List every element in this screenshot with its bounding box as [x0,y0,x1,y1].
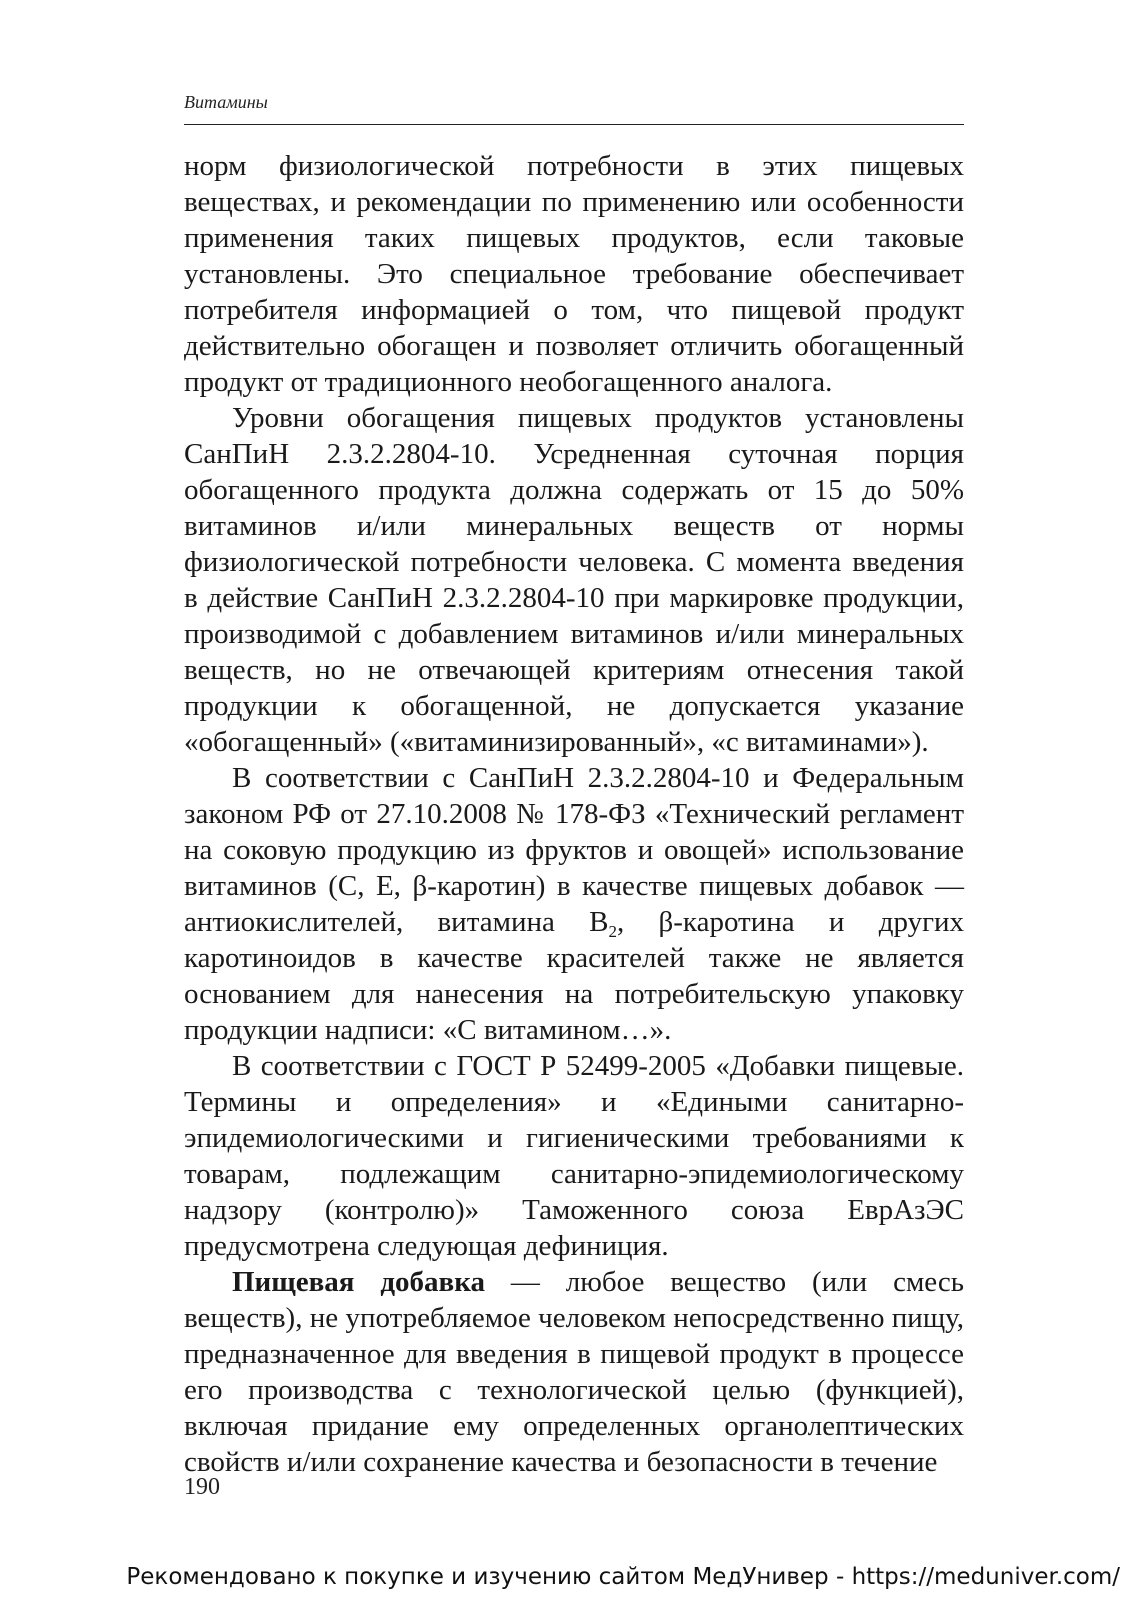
vitamin-subscript: 2 [608,922,617,941]
paragraph-2: Уровни обогащения пищевых продуктов установлены СанПиН 2.3.2.2804-10. Усредненная суточная порция обогащенного продукта должна содержать от 15 до 50% витаминов и/или минеральных веществ от нормы физиологической потребности человека. С момента введения в действие СанПиН 2.3.2.2804-10 при маркировке продукции, производимой с добавлением витаминов и/или минеральных веществ, но не отвечающей критериям отнесения такой продукции к обогащенной, не допускается указание «обогащенный» («витаминизированный», «с витаминами»). [184,402,964,758]
paragraph-5 [184,1264,964,1480]
paragraph-3-text-b: , β-каротина и других каротиноидов в качестве красителей также не является основанием для нанесения на потребительскую упаковку продукции надписи: «С витамином…». [184,906,964,1046]
definition-term: Пищевая добавка [232,1266,485,1298]
page-number: 190 [184,1474,220,1500]
definition-text: — любое вещество (или смесь веществ), не употребляемое человеком непосредственно пищу, предназначенное для введения в пищевой продукт в процессе его производства с технологической целью (функцией), включая придание ему определенных органолептических свойств и/или сохранение качества и безопасности в течение [184,1266,964,1478]
header-rule [184,124,964,125]
paragraph-3 [184,760,964,1048]
page-body [184,148,964,1480]
paragraph-3-text-a: В соответствии с СанПиН 2.3.2.2804-10 и Федеральным законом РФ от 27.10.2008 № 178-ФЗ «Технический регламент на соковую продукцию из фруктов и овощей» использование витаминов (С, Е, β-каротин) в качестве пищевых добавок — антиокислителей, витамина В [184,762,964,938]
paragraph-4: В соответствии с ГОСТ Р 52499-2005 «Добавки пищевые. Термины и определения» и «Едиными санитарно-эпидемиологическими и гигиеническими требованиями к товарам, подлежащим санитарно-эпидемиологическому надзору (контролю)» Таможенного союза ЕврАзЭС предусмотрена следующая дефиниция. [184,1050,964,1262]
paragraph-1: норм физиологической потребности в этих пищевых веществах, и рекомендации по применению или особенности применения таких пищевых продуктов, если таковые установлены. Это специальное требование обеспечивает потребителя информацией о том, что пищевой продукт действительно обогащен и позволяет отличить обогащенный продукт от традиционного необогащенного аналога. [184,150,964,398]
footer-watermark-note: Рекомендовано к покупке и изучению сайтом МедУнивер - https://meduniver.com/ [126,1564,1120,1590]
running-header-title: Витамины [184,92,268,112]
